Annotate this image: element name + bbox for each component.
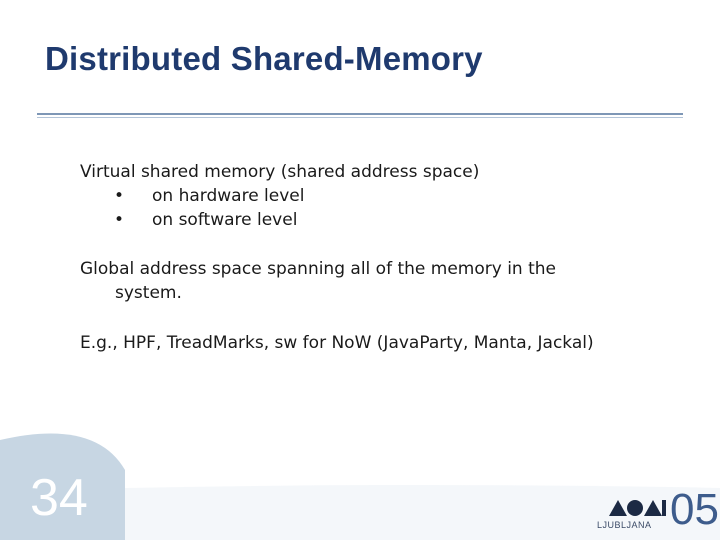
paragraph-text-line2: system. [115,283,182,303]
paragraph-virtual-shared-memory [80,160,479,232]
title-divider-secondary [37,117,683,118]
logo-year-text: 05 [670,485,719,534]
paragraph-text: Virtual shared memory (shared address space) [80,162,480,182]
paragraph-global-address-space [80,257,556,305]
bullet-item [80,184,479,208]
page-number: 34 [30,469,88,527]
acm-logo-icon [609,496,667,518]
paragraph-text-line1: Global address space spanning all of the memory in the [80,259,556,279]
title-divider [37,113,683,115]
bullet-text: on hardware level [152,186,305,206]
paragraph-examples: E.g., HPF, TreadMarks, sw for NoW (JavaParty, Manta, Jackal) [80,333,594,353]
bullet-text: on software level [152,210,298,230]
bullet-item [80,208,479,232]
bullet-icon [80,208,152,232]
footer-logo [597,485,719,534]
bullet-icon [80,184,152,208]
logo-city-text: LJUBLJANA [597,520,652,530]
slide-title: Distributed Shared-Memory [45,40,483,77]
